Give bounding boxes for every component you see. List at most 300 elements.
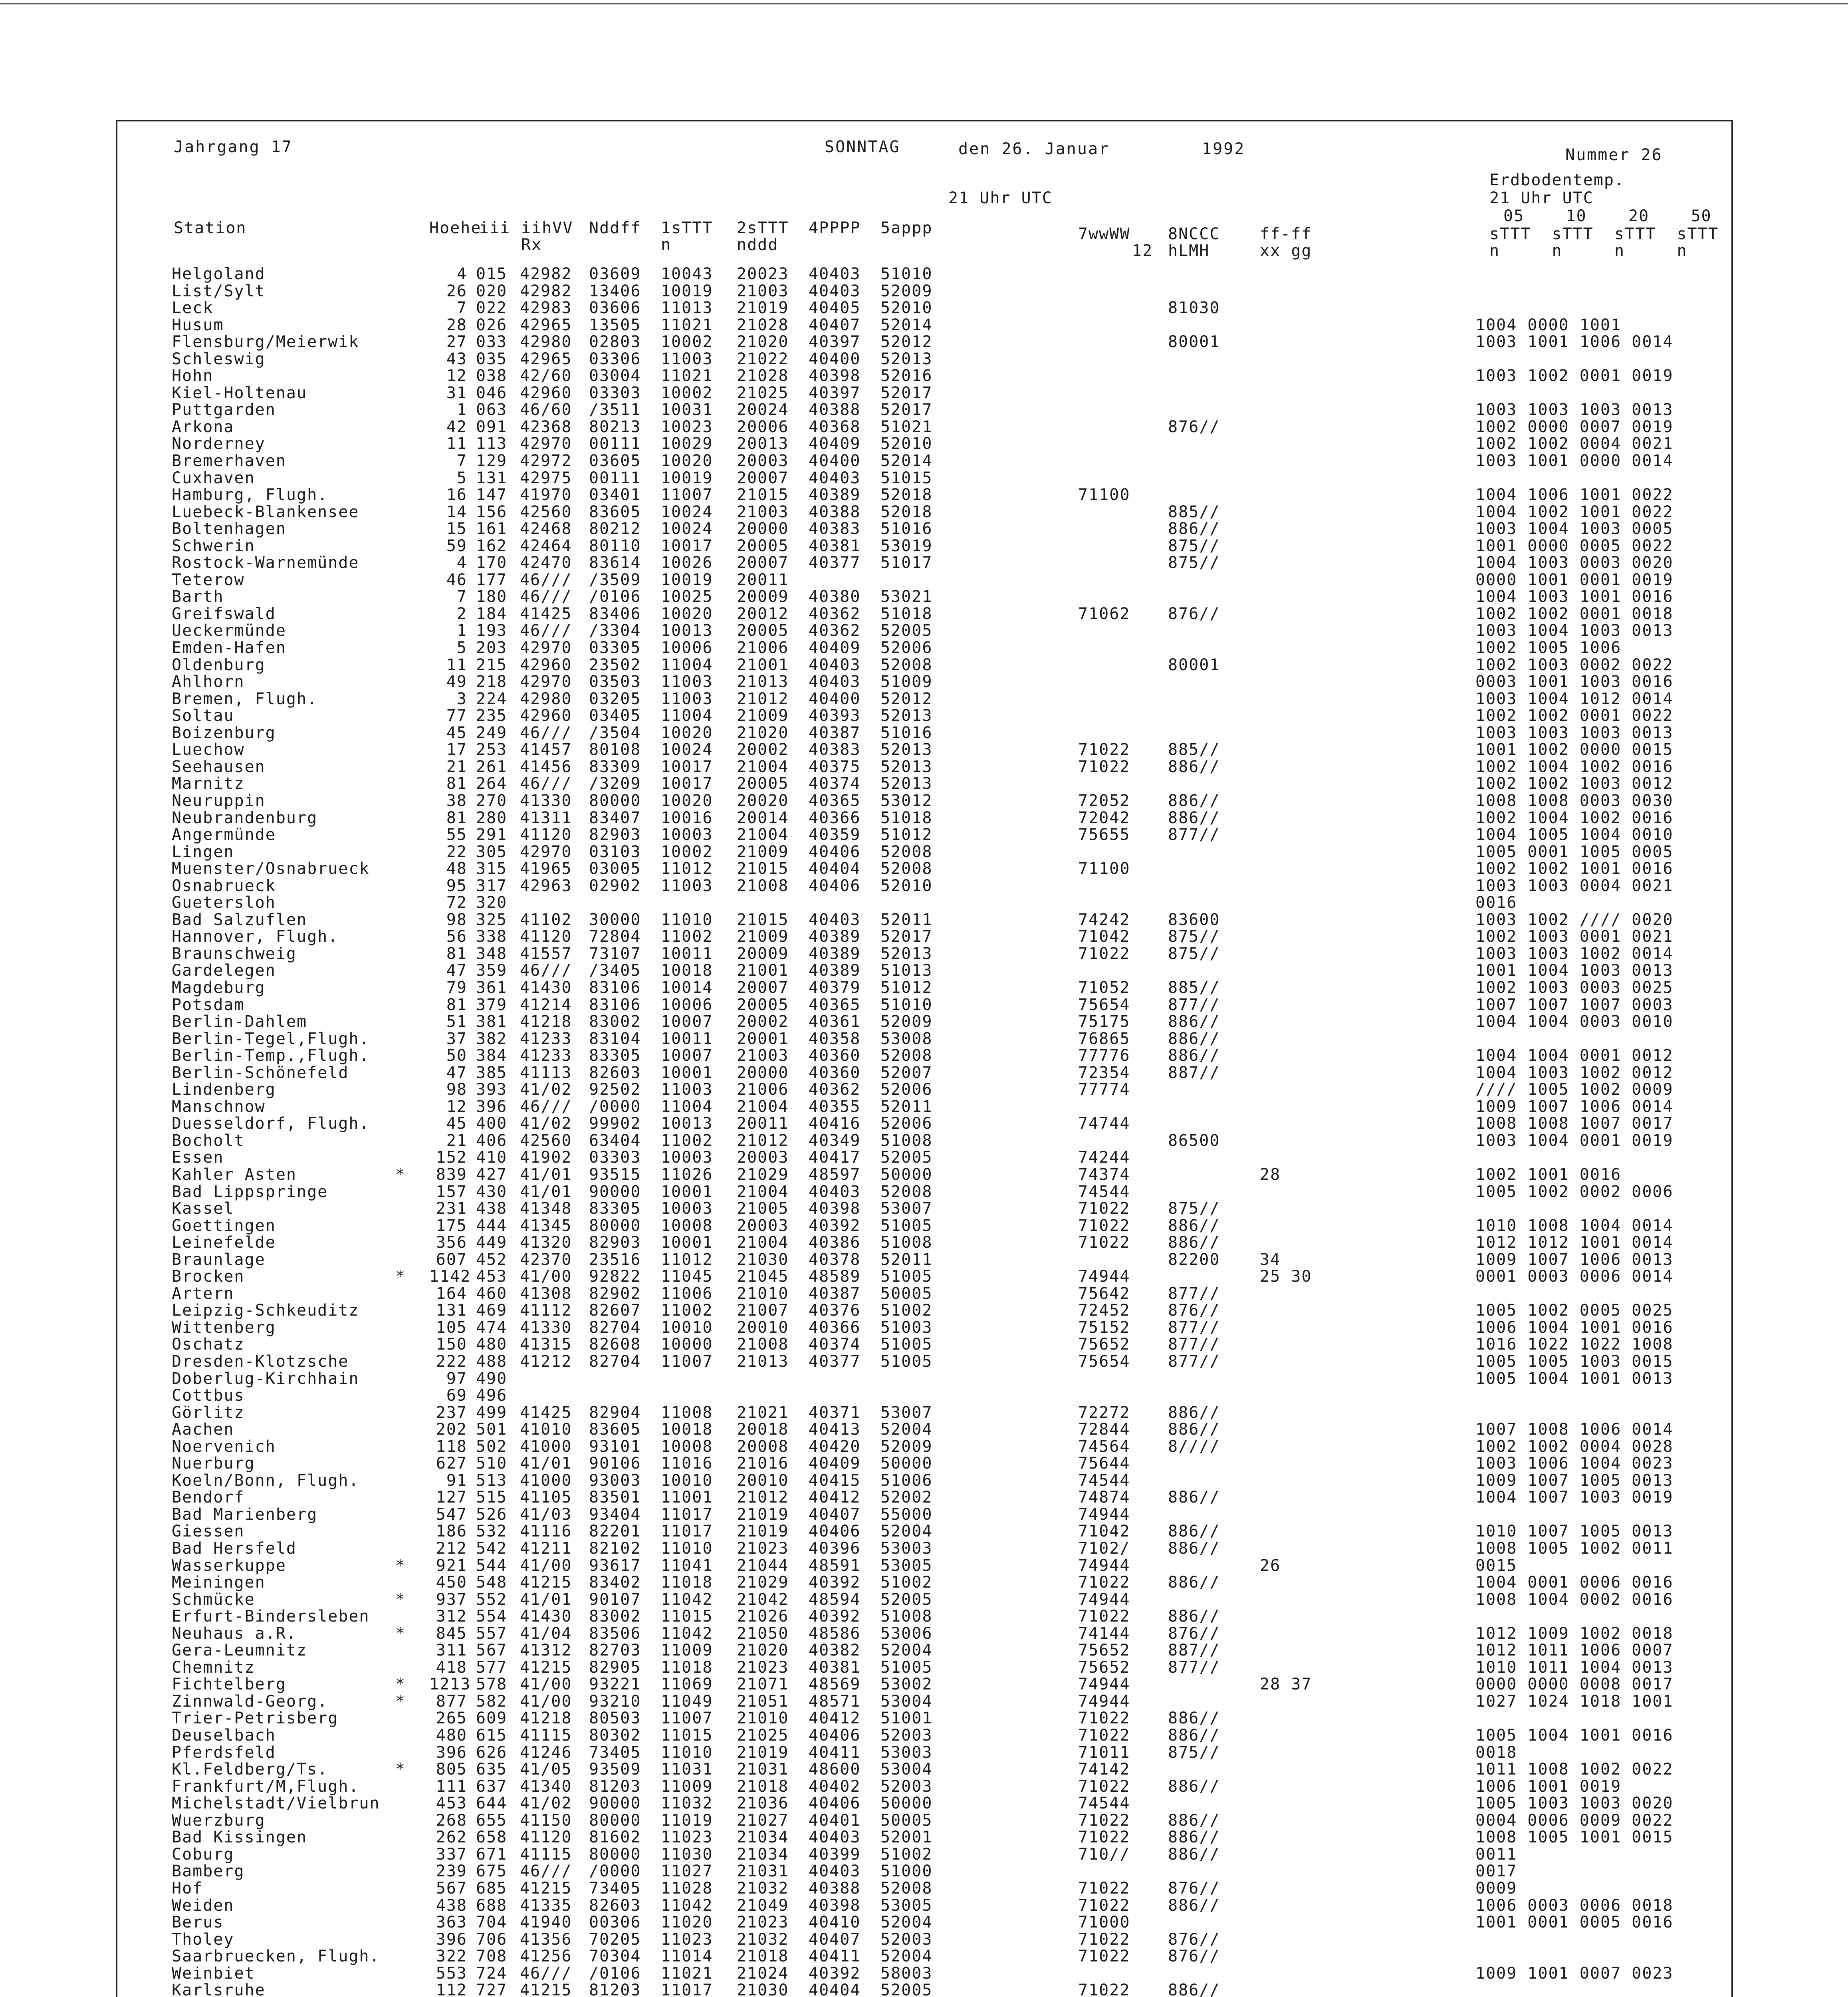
group-2sttt: 21031: [737, 1760, 789, 1779]
group-2sttt: 21025: [737, 383, 789, 402]
group-iihvv: 42965: [520, 316, 572, 334]
group-5appp: 51018: [880, 808, 933, 827]
group-2sttt: 21019: [737, 1743, 789, 1762]
group-4pppp: 40365: [809, 995, 861, 1014]
group-nddff: 83605: [589, 1420, 641, 1439]
station-index: 557: [476, 1624, 508, 1643]
station-index: 615: [476, 1726, 508, 1745]
group-1sttt: 10007: [661, 1012, 713, 1031]
station-name: Wittenberg: [172, 1318, 276, 1337]
group-2sttt: 21021: [737, 1403, 789, 1422]
group-4pppp: 40409: [809, 435, 861, 453]
group-5appp: 51005: [880, 1352, 933, 1371]
station-name: Kassel: [172, 1199, 234, 1218]
group-soil-temp: 1005 1002 0005 0025: [1475, 1301, 1674, 1320]
group-nddff: 30000: [589, 910, 641, 929]
group-4pppp: 40379: [809, 978, 861, 997]
station-name: Koeln/Bonn, Flugh.: [172, 1471, 359, 1490]
station-elevation: 45: [446, 723, 467, 742]
station-elevation: 111: [436, 1777, 467, 1796]
mountain-station-marker: *: [395, 1590, 406, 1609]
station-elevation: 311: [436, 1641, 467, 1660]
station-elevation: 43: [446, 349, 467, 368]
group-4pppp: 40403: [809, 1828, 861, 1847]
station-elevation: 21: [446, 1131, 467, 1150]
col-4pppp: 4PPPP: [809, 219, 861, 237]
group-1sttt: 10020: [661, 791, 713, 810]
group-soil-temp: 1001 1004 1003 0013: [1475, 961, 1674, 980]
group-iihvv: 41/02: [520, 1794, 572, 1813]
group-2sttt: 21023: [737, 1658, 789, 1677]
group-4pppp: 40362: [809, 621, 861, 640]
group-5appp: 52006: [880, 1114, 933, 1133]
group-iihvv: 42464: [520, 536, 572, 555]
group-7wwww: 75654: [1078, 1352, 1130, 1371]
group-nddff: 03609: [589, 265, 641, 283]
group-iihvv: 41/00: [520, 1556, 572, 1575]
station-name: Hamburg, Flugh.: [172, 486, 328, 504]
group-8nccc: 875//: [1168, 927, 1220, 946]
station-index: 655: [476, 1811, 508, 1830]
group-5appp: 52013: [880, 707, 933, 725]
station-elevation: 4: [456, 265, 467, 283]
group-nddff: /3304: [589, 621, 641, 640]
group-ff: 34: [1260, 1250, 1281, 1269]
group-2sttt: 21009: [737, 927, 789, 946]
station-index: 554: [476, 1607, 508, 1626]
group-1sttt: 10029: [661, 435, 713, 453]
group-iihvv: 41218: [520, 1709, 572, 1728]
group-iihvv: 41425: [520, 604, 572, 623]
group-iihvv: 46///: [520, 774, 572, 793]
group-8nccc: 886//: [1168, 1522, 1220, 1541]
station-name: Hohn: [172, 367, 214, 385]
station-elevation: 42: [446, 417, 467, 436]
group-8nccc: 875//: [1168, 554, 1220, 572]
group-nddff: /3405: [589, 961, 641, 980]
group-2sttt: 21001: [737, 655, 789, 674]
group-iihvv: 41/05: [520, 1760, 572, 1779]
group-soil-temp: 1002 1004 1002 0016: [1475, 808, 1674, 827]
group-1sttt: 10043: [661, 265, 713, 283]
group-5appp: 51000: [880, 1862, 933, 1881]
group-5appp: 52012: [880, 689, 933, 708]
group-5appp: 51006: [880, 1471, 933, 1490]
station-name: Leinefelde: [172, 1233, 276, 1252]
group-5appp: 51005: [880, 1335, 933, 1354]
station-name: Berlin-Temp.,Flugh.: [172, 1046, 370, 1065]
group-8nccc: 80001: [1168, 655, 1220, 674]
station-name: Zinnwald-Georg.: [172, 1692, 328, 1711]
group-4pppp: 40392: [809, 1964, 861, 1983]
group-1sttt: 10008: [661, 1216, 713, 1235]
group-soil-temp: 1002 1002 0001 0018: [1475, 604, 1674, 623]
group-nddff: 93221: [589, 1675, 641, 1694]
group-7wwww: 71022: [1078, 1216, 1130, 1235]
group-1sttt: 11003: [661, 349, 713, 368]
station-name: Tholey: [172, 1930, 234, 1949]
station-index: 264: [476, 774, 508, 793]
group-5appp: 52016: [880, 367, 933, 385]
group-1sttt: 11042: [661, 1896, 713, 1915]
group-iihvv: 41425: [520, 1403, 572, 1422]
station-name: Lingen: [172, 842, 234, 861]
station-name: Potsdam: [172, 995, 245, 1014]
group-4pppp: 48569: [809, 1675, 861, 1694]
group-4pppp: 48594: [809, 1590, 861, 1609]
group-7wwww: 71022: [1078, 1726, 1130, 1745]
station-index: 582: [476, 1692, 508, 1711]
group-2sttt: 20007: [737, 468, 789, 487]
group-4pppp: 40403: [809, 468, 861, 487]
group-soil-temp: 1002 1002 0001 0022: [1475, 707, 1674, 725]
group-iihvv: 42368: [520, 417, 572, 436]
station-elevation: 22: [446, 842, 467, 861]
group-iihvv: 41/00: [520, 1675, 572, 1694]
group-5appp: 52017: [880, 927, 933, 946]
group-4pppp: 40366: [809, 1318, 861, 1337]
group-iihvv: 42975: [520, 468, 572, 487]
group-soil-temp: 1003 1004 1003 0005: [1475, 520, 1674, 538]
station-name: Nuerburg: [172, 1454, 255, 1473]
group-1sttt: 11017: [661, 1522, 713, 1541]
station-elevation: 553: [436, 1964, 467, 1983]
group-5appp: 53005: [880, 1896, 933, 1915]
group-iihvv: 41/02: [520, 1080, 572, 1099]
group-soil-temp: 1002 1002 1001 0016: [1475, 860, 1674, 878]
group-iihvv: 41348: [520, 1199, 572, 1218]
station-name: Husum: [172, 316, 224, 334]
group-4pppp: 48597: [809, 1165, 861, 1184]
station-name: Luechow: [172, 740, 245, 759]
col-2sttt: 2sTTT: [737, 219, 789, 237]
station-name: Bad Lippspringe: [172, 1182, 328, 1201]
station-name: Oldenburg: [172, 655, 266, 674]
station-index: 325: [476, 910, 508, 929]
group-4pppp: 40409: [809, 639, 861, 657]
group-4pppp: 40355: [809, 1097, 861, 1116]
group-4pppp: 40383: [809, 740, 861, 759]
group-1sttt: 11030: [661, 1845, 713, 1864]
group-iihvv: 46///: [520, 621, 572, 640]
group-5appp: 52013: [880, 774, 933, 793]
group-4pppp: 40406: [809, 1794, 861, 1813]
group-4pppp: 40420: [809, 1437, 861, 1456]
group-8nccc: 80001: [1168, 333, 1220, 351]
group-8nccc: 877//: [1168, 1352, 1220, 1371]
group-1sttt: 10023: [661, 417, 713, 436]
group-5appp: 53021: [880, 588, 933, 606]
group-5appp: 53012: [880, 791, 933, 810]
group-iihvv: 41120: [520, 826, 572, 844]
group-iihvv: 41115: [520, 1726, 572, 1745]
station-elevation: 921: [436, 1556, 467, 1575]
station-name: Emden-Hafen: [172, 639, 286, 657]
group-2sttt: 20011: [737, 1114, 789, 1133]
station-index: 218: [476, 673, 508, 691]
group-2sttt: 20020: [737, 791, 789, 810]
group-1sttt: 11003: [661, 689, 713, 708]
group-2sttt: 21018: [737, 1947, 789, 1966]
station-elevation: 81: [446, 944, 467, 963]
group-2sttt: 21013: [737, 1352, 789, 1371]
group-5appp: 52014: [880, 452, 933, 470]
station-elevation: 627: [436, 1454, 467, 1473]
group-nddff: 03606: [589, 299, 641, 318]
group-soil-temp: 1007 1008 1006 0014: [1475, 1420, 1674, 1439]
group-8nccc: 876//: [1168, 604, 1220, 623]
station-name: Braunschweig: [172, 944, 297, 963]
group-2sttt: 21036: [737, 1794, 789, 1813]
station-name: Coburg: [172, 1845, 234, 1864]
group-nddff: 72804: [589, 927, 641, 946]
group-5appp: 52008: [880, 842, 933, 861]
group-iihvv: 46///: [520, 588, 572, 606]
station-name: Marnitz: [172, 774, 245, 793]
station-name: Leck: [172, 299, 214, 318]
station-elevation: 567: [436, 1879, 467, 1898]
group-2sttt: 20003: [737, 452, 789, 470]
col-iihvv-sub: Rx: [521, 236, 542, 254]
group-4pppp: 40412: [809, 1709, 861, 1728]
station-elevation: 937: [436, 1590, 467, 1609]
group-iihvv: 41211: [520, 1539, 572, 1558]
station-elevation: 212: [436, 1539, 467, 1558]
group-4pppp: 40398: [809, 1896, 861, 1915]
group-5appp: 52007: [880, 1063, 933, 1082]
group-4pppp: 40402: [809, 1777, 861, 1796]
group-4pppp: 40405: [809, 299, 861, 318]
col-5appp: 5appp: [880, 219, 933, 237]
station-name: Pferdsfeld: [172, 1743, 276, 1762]
group-1sttt: 10003: [661, 1148, 713, 1167]
group-5appp: 51010: [880, 995, 933, 1014]
group-iihvv: 41256: [520, 1947, 572, 1966]
group-iihvv: 46///: [520, 1964, 572, 1983]
group-1sttt: 10013: [661, 621, 713, 640]
group-iihvv: 41557: [520, 944, 572, 963]
group-2sttt: 21018: [737, 1777, 789, 1796]
group-nddff: 82905: [589, 1658, 641, 1677]
group-4pppp: 40416: [809, 1114, 861, 1133]
group-soil-temp: 1012 1011 1006 0007: [1475, 1641, 1674, 1660]
station-name: Goettingen: [172, 1216, 276, 1235]
group-1sttt: 11002: [661, 927, 713, 946]
col-iihvv: iihVV: [521, 219, 573, 237]
group-2sttt: 21034: [737, 1845, 789, 1864]
station-elevation: 3: [456, 689, 467, 708]
mountain-station-marker: *: [395, 1624, 406, 1643]
group-soil-temp: 0011: [1475, 1845, 1517, 1864]
group-7wwww: 74944: [1078, 1556, 1130, 1575]
group-iihvv: 41430: [520, 1607, 572, 1626]
station-index: 410: [476, 1148, 508, 1167]
group-5appp: 51005: [880, 1658, 933, 1677]
station-index: 675: [476, 1862, 508, 1881]
station-name: Bad Marienberg: [172, 1505, 318, 1524]
group-iihvv: 42970: [520, 673, 572, 691]
group-5appp: 51002: [880, 1845, 933, 1864]
group-4pppp: 40397: [809, 333, 861, 351]
group-nddff: 03005: [589, 860, 641, 878]
group-8nccc: 886//: [1168, 1233, 1220, 1252]
group-soil-temp: 1002 1004 1002 0016: [1475, 757, 1674, 776]
group-5appp: 53007: [880, 1199, 933, 1218]
station-name: Angermünde: [172, 826, 276, 844]
group-4pppp: 40400: [809, 452, 861, 470]
station-elevation: 81: [446, 995, 467, 1014]
group-7wwww: 74544: [1078, 1794, 1130, 1813]
station-elevation: 356: [436, 1233, 467, 1252]
station-elevation: 222: [436, 1352, 467, 1371]
station-name: Gera-Leumnitz: [172, 1641, 307, 1660]
group-8nccc: 876//: [1168, 1930, 1220, 1949]
group-soil-temp: 1008 1004 0002 0016: [1475, 1590, 1674, 1609]
group-7wwww: 75654: [1078, 995, 1130, 1014]
group-nddff: 80108: [589, 740, 641, 759]
station-name: Artern: [172, 1284, 234, 1303]
station-index: 552: [476, 1590, 508, 1609]
group-7wwww: 74944: [1078, 1267, 1130, 1286]
group-nddff: 93210: [589, 1692, 641, 1711]
mountain-station-marker: *: [395, 1675, 406, 1694]
soil-depths: 05 10 20 50: [1503, 207, 1712, 225]
group-8nccc: 877//: [1168, 1318, 1220, 1337]
group-soil-temp: 1003 1003 1002 0014: [1475, 944, 1674, 963]
station-index: 724: [476, 1964, 508, 1983]
group-1sttt: 10024: [661, 740, 713, 759]
group-2sttt: 21005: [737, 1199, 789, 1218]
erdboden-title: Erdbodentemp.: [1489, 171, 1625, 189]
group-4pppp: 40407: [809, 316, 861, 334]
group-7wwww: 71022: [1078, 1981, 1130, 1997]
station-index: 706: [476, 1930, 508, 1949]
station-index: 033: [476, 333, 508, 351]
mountain-station-marker: *: [395, 1760, 406, 1779]
station-index: 235: [476, 707, 508, 725]
group-2sttt: 21029: [737, 1165, 789, 1184]
col-2sttt-sub: nddd: [737, 236, 779, 254]
group-soil-temp: 1004 1003 0003 0020: [1475, 554, 1674, 572]
group-2sttt: 20014: [737, 808, 789, 827]
group-nddff: 83506: [589, 1624, 641, 1643]
station-name: Flensburg/Meierwik: [172, 333, 359, 351]
group-1sttt: 11014: [661, 1947, 713, 1966]
group-iihvv: 41330: [520, 1318, 572, 1337]
group-2sttt: 20005: [737, 621, 789, 640]
group-soil-temp: 1009 1007 1005 0013: [1475, 1471, 1674, 1490]
group-1sttt: 11010: [661, 1539, 713, 1558]
group-7wwww: 71022: [1078, 757, 1130, 776]
group-iihvv: 41105: [520, 1488, 572, 1507]
group-iihvv: 41214: [520, 995, 572, 1014]
group-iihvv: 41218: [520, 1012, 572, 1031]
station-index: 515: [476, 1488, 508, 1507]
weekday-label: SONNTAG: [825, 138, 900, 156]
group-8nccc: 886//: [1168, 1777, 1220, 1796]
group-2sttt: 21010: [737, 1284, 789, 1303]
group-4pppp: 40404: [809, 1981, 861, 1997]
group-iihvv: 46///: [520, 570, 572, 589]
group-nddff: 83305: [589, 1199, 641, 1218]
group-1sttt: 11021: [661, 316, 713, 334]
group-iihvv: 41315: [520, 1335, 572, 1354]
group-soil-temp: 1016 1022 1022 1008: [1475, 1335, 1674, 1354]
group-nddff: 03305: [589, 639, 641, 657]
group-1sttt: 10006: [661, 639, 713, 657]
group-nddff: 63404: [589, 1131, 641, 1150]
group-5appp: 51009: [880, 673, 933, 691]
group-iihvv: 46///: [520, 1862, 572, 1881]
station-elevation: 77: [446, 707, 467, 725]
group-7wwww: 71022: [1078, 1828, 1130, 1847]
group-2sttt: 21004: [737, 757, 789, 776]
station-index: 577: [476, 1658, 508, 1677]
group-2sttt: 21016: [737, 1454, 789, 1473]
station-elevation: 21: [446, 757, 467, 776]
station-index: 469: [476, 1301, 508, 1320]
station-elevation: 1: [456, 621, 467, 640]
group-7wwww: 75655: [1078, 826, 1130, 844]
group-nddff: 82903: [589, 826, 641, 844]
group-iihvv: 41120: [520, 927, 572, 946]
station-index: 177: [476, 570, 508, 589]
station-index: 261: [476, 757, 508, 776]
station-index: 490: [476, 1369, 508, 1388]
station-index: 567: [476, 1641, 508, 1660]
group-4pppp: 40381: [809, 1658, 861, 1677]
group-soil-temp: 1005 1005 1003 0015: [1475, 1352, 1674, 1371]
group-4pppp: 40362: [809, 1080, 861, 1099]
group-nddff: 80213: [589, 417, 641, 436]
group-5appp: 51012: [880, 826, 933, 844]
group-1sttt: 11012: [661, 860, 713, 878]
group-5appp: 51001: [880, 1709, 933, 1728]
group-4pppp: 48571: [809, 1692, 861, 1711]
group-nddff: 03503: [589, 673, 641, 691]
col-8nccc: 8NCCC: [1168, 225, 1220, 243]
group-nddff: 93509: [589, 1760, 641, 1779]
group-iihvv: 42970: [520, 435, 572, 453]
station-elevation: 97: [446, 1369, 467, 1388]
group-2sttt: 20005: [737, 774, 789, 793]
group-7wwww: 71000: [1078, 1913, 1130, 1932]
station-index: 480: [476, 1335, 508, 1354]
group-4pppp: 40377: [809, 1352, 861, 1371]
station-elevation: 157: [436, 1182, 467, 1201]
station-index: 637: [476, 1777, 508, 1796]
station-index: 685: [476, 1879, 508, 1898]
group-2sttt: 21030: [737, 1981, 789, 1997]
group-1sttt: 11003: [661, 673, 713, 691]
group-4pppp: 40358: [809, 1029, 861, 1048]
group-5appp: 52009: [880, 1012, 933, 1031]
station-elevation: 268: [436, 1811, 467, 1830]
group-nddff: 82201: [589, 1522, 641, 1541]
group-7wwww: 74544: [1078, 1182, 1130, 1201]
group-1sttt: 11042: [661, 1590, 713, 1609]
group-nddff: /0106: [589, 1964, 641, 1983]
station-index: 315: [476, 860, 508, 878]
group-iihvv: 42982: [520, 265, 572, 283]
group-iihvv: 42560: [520, 502, 572, 521]
group-soil-temp: 0000 1001 0001 0019: [1475, 570, 1674, 589]
group-2sttt: 20023: [737, 265, 789, 283]
station-index: 320: [476, 893, 508, 912]
group-8nccc: 886//: [1168, 1709, 1220, 1728]
group-iihvv: 42970: [520, 639, 572, 657]
col-hoehe: Hoehe: [429, 219, 482, 237]
